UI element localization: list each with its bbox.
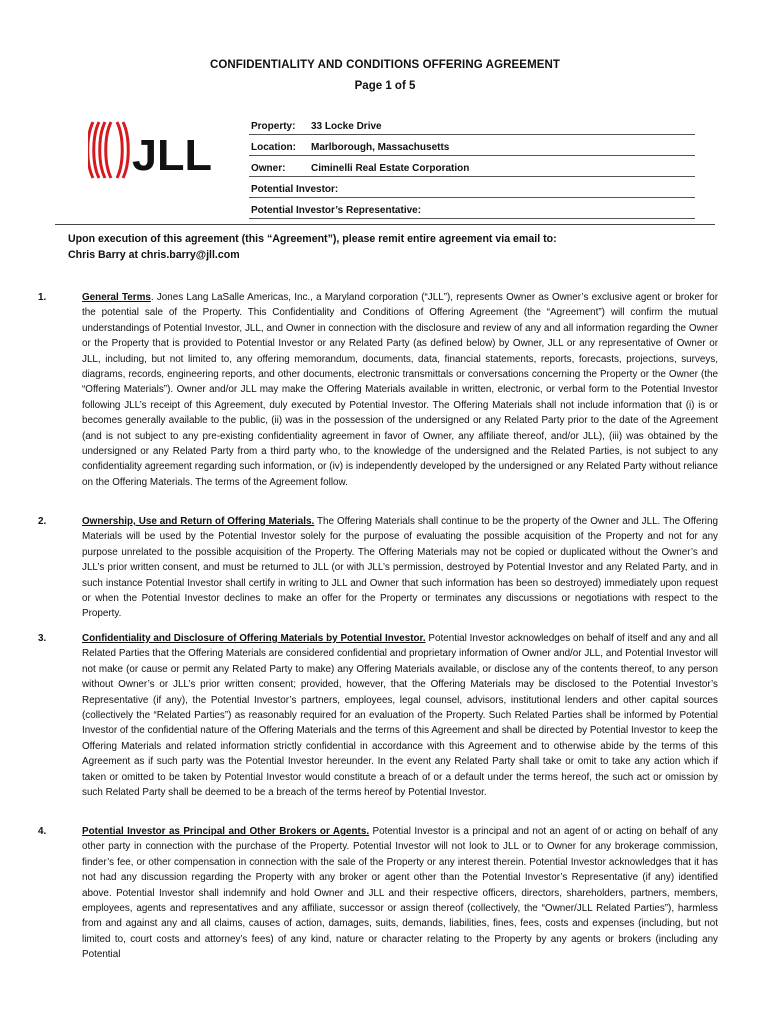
field-label: Location: xyxy=(251,142,296,153)
section-heading: Confidentiality and Disclosure of Offering Materials by Potential Investor. xyxy=(82,633,426,644)
divider xyxy=(55,224,715,225)
section-text: Potential Investor is a principal and not an agent of or acting on behalf of any other party in connection with the purchase of the Property. Potential Investor will not look to JLL or to Owner for any brokerage commission, finder’s fee, or other compensation in connection with the sale of the Property or any interest therein. Potential Investor acknowledges that it has not had any discussion regarding the Property with any broker or agent other than the Potential Investor’s Representative (if any) identified above. Potential Investor shall indemnify and hold Owner and JLL and their respective officers, directors, shareholders, partners, members, employees, agents and representatives and any affiliate, successor or assign thereof (collectively, the “Owner/JLL Related Parties”), harmless from and against any and all claims, causes of action, damages, suits, demands, liabilities, fines, fees, costs and expenses (including, but not limited to, court costs and attorney’s fees) of any kind, nature or character relating to the Property by any agents or brokers (including any Potential xyxy=(82,826,718,961)
location-field xyxy=(249,135,695,156)
section-ownership-use-return xyxy=(38,514,718,622)
field-label: Potential Investor’s Representative: xyxy=(251,205,422,216)
field-value: Marlborough, Massachusetts xyxy=(311,142,450,153)
section-text: Potential Investor acknowledges on behalf of itself and any and all Related Parties that the Offering Materials are considered confidential and proprietary information of Owner and/or JLL, and Potential Investor will not make (or cause or permit any Related Party to make) any Offering Materials available, or disclose any of the contents thereof, to any person without Owner’s or JLL’s prior written consent; provided, however, that the Offering Materials may be disclosed to the Potential Investor’s Representative (if any), the Potential Investor’s partners, employees, legal counsel, advisors, institutional lenders and other capital sources (collectively the “Related Parties”) as reasonably required for an evaluation of the Property. Such Related Parties shall be informed by Potential Investor of the confidential nature of the Offering Materials and the terms of this Agreement and shall be directed by Potential Investor to keep the Offering Materials and related information strictly confidential in accordance with this Agreement and to otherwise abide by the terms of this Agreement as if such party was the Potential Investor hereunder. In the event any Related Party shall take or omit to take any action which if taken or omitted to be taken by Potential Investor would constitute a breach of or a default under the terms hereof, the such act or omission by such Related Party shall be deemed to be a breach of the terms hereof by Potential Investor. xyxy=(82,633,718,799)
jll-logo xyxy=(88,118,218,182)
section-confidentiality-disclosure xyxy=(38,631,718,800)
section-heading: Ownership, Use and Return of Offering Materials. xyxy=(82,516,315,527)
property-fields xyxy=(249,114,695,219)
field-label: Owner: xyxy=(251,163,286,174)
page-number: Page 1 of 5 xyxy=(354,80,416,92)
potential-investor-field[interactable] xyxy=(249,177,695,198)
section-number: 3. xyxy=(38,633,47,644)
owner-field xyxy=(249,156,695,177)
section-number: 2. xyxy=(38,516,47,527)
section-number: 1. xyxy=(38,292,47,303)
field-value: Ciminelli Real Estate Corporation xyxy=(311,163,470,174)
section-principal-brokers xyxy=(38,824,718,963)
field-label: Property: xyxy=(251,121,296,132)
section-number: 4. xyxy=(38,826,47,837)
field-label: Potential Investor: xyxy=(251,184,339,195)
remit-contact: Chris Barry at chris.barry@jll.com xyxy=(68,249,240,261)
investor-representative-field[interactable] xyxy=(249,198,695,219)
section-general-terms xyxy=(38,290,718,490)
logo-text: JLL xyxy=(132,131,212,180)
document-title: CONFIDENTIALITY AND CONDITIONS OFFERING AGREEMENT xyxy=(209,59,561,71)
section-heading: General Terms xyxy=(82,292,151,303)
section-text: . Jones Lang LaSalle Americas, Inc., a Maryland corporation (“JLL”), represents Owner as Owner’s exclusive agent or broker for the potential sale of the Property. This Confidentiality and Conditions of Offering Agreement (the “Agreement”) will confirm the mutual understandings of Potential Investor, JLL, and Owner in connection with the disclosure and review of any and all information regarding the Owner or the Property that is provided to Potential Investor or any Related Party (as defined below) by Owner, JLL or any representative of Owner or JLL, including, but not limited to, any offering memorandum, documents, data, financial statements, reports, forecasts, projections, surveys, diagrams, records, engineering reports, and other documents, electronic transmittals or conversations concerning the Property or the Owner (the “Offering Materials”). Owner and/or JLL may make the Offering Materials available in written, electronic, or verbal form to the Potential Investor following JLL’s receipt of this Agreement, duly executed by Potential Investor. The Offering Materials shall not include information that (i) is or becomes generally available to the public, (ii) was in the possession of the undersigned or any Related Party prior to the date of the Agreement (and is not subject to any pre-existing confidentiality agreement in favor of Owner, any affiliate thereof, and/or JLL), (iii) was obtained by the undersigned or any Related Party from a third party who, to the knowledge of the undersigned and the Related Parties, is not subject to any confidentiality agreement regarding such information, or (iv) is independently developed by the undersigned or any Related Party without reliance on the Offering Materials. The terms of the Agreement follow. xyxy=(82,292,718,488)
section-heading: Potential Investor as Principal and Other Brokers or Agents. xyxy=(82,826,370,837)
field-value: 33 Locke Drive xyxy=(311,121,382,132)
section-text: The Offering Materials shall continue to be the property of the Owner and JLL. The Offering Materials will be used by the Potential Investor solely for the purpose of evaluating the possible acquisition of the Property and not for any purpose unrelated to the possible acquisition of the Property. The Offering Materials may not be copied or duplicated without the Owner’s and JLL’s prior written consent, and must be returned to JLL (or with JLL’s permission, destroyed by Potential Investor and any Related Party, and in such instance Potential Investor shall certify in writing to JLL and Owner that such information has been so destroyed) immediately upon request or when the Potential Investor declines to make an offer for the Property or terminates any discussions or negotiations with respect to the Property. xyxy=(82,516,718,620)
property-field xyxy=(249,114,695,135)
remit-instructions xyxy=(68,231,708,263)
remit-line: Upon execution of this agreement (this “Agreement”), please remit entire agreement via email to: xyxy=(68,233,557,245)
